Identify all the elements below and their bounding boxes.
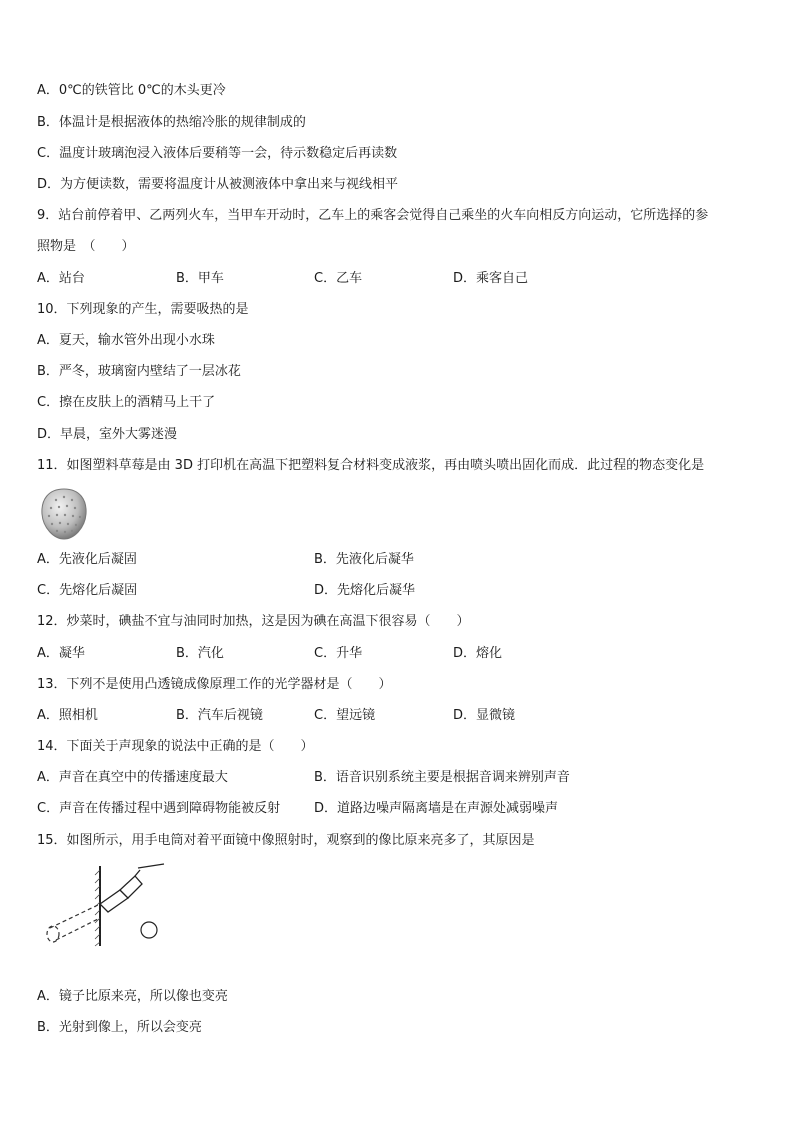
q13-option-d: D．显微镜: [453, 708, 516, 723]
q13-option-b: B．汽车后视镜: [176, 708, 263, 723]
q8-option-d: D．为方便读数，需要将温度计从被测液体中拿出来与视线相平: [37, 177, 399, 192]
q14-option-c: C．声音在传播过程中遇到障碍物能被反射: [37, 801, 281, 816]
q15-option-a: A．镜子比原来亮，所以像也变亮: [37, 989, 228, 1004]
q11-option-a: A．先液化后凝固: [37, 552, 137, 567]
q15-option-b: B．光射到像上，所以会变亮: [37, 1020, 202, 1035]
q8-option-b: B．体温计是根据液体的热缩冷胀的规律制成的: [37, 115, 306, 130]
q9-option-d: D．乘客自己: [453, 271, 529, 286]
object-circle: [141, 922, 157, 938]
q12-option-d: D．熔化: [453, 646, 503, 661]
q8-option-c: C．温度计玻璃泡浸入液体后要稍等一会，待示数稳定后再读数: [37, 146, 398, 161]
q12-option-c: C．升华: [314, 646, 363, 661]
q10-option-d: D．早晨，室外大雾迷漫: [37, 427, 178, 442]
q13-option-a: A．照相机: [37, 708, 98, 723]
q14-option-b: B．语音识别系统主要是根据音调来辨别声音: [314, 770, 570, 785]
q9-stem-line2: 照物是 （ ）: [37, 239, 135, 254]
q10-option-a: A．夏天，输水管外出现小水珠: [37, 333, 215, 348]
q9-option-a: A．站台: [37, 271, 85, 286]
q12-stem: 12．炒菜时，碘盐不宜与油同时加热，这是因为碘在高温下很容易（ ）: [37, 614, 470, 629]
q10-option-c: C．擦在皮肤上的酒精马上干了: [37, 395, 216, 410]
q11-option-d: D．先熔化后凝华: [314, 583, 416, 598]
q9-stem-line1: 9．站台前停着甲、乙两列火车，当甲车开动时，乙车上的乘客会觉得自己乘坐的火车向相反方向运动，它所选择的参: [37, 208, 709, 223]
q9-option-c: C．乙车: [314, 271, 363, 286]
q13-stem: 13．下列不是使用凸透镜成像原理工作的光学器材是（ ）: [37, 677, 392, 692]
flashlight: [100, 864, 164, 912]
flashlight-mirror-figure: [38, 862, 170, 952]
q12-option-a: A．凝华: [37, 646, 85, 661]
q8-option-a: A．0℃的铁管比 0℃的木头更冷: [37, 83, 226, 98]
q13-option-c: C．望远镜: [314, 708, 376, 723]
q11-option-c: C．先熔化后凝固: [37, 583, 138, 598]
q10-stem: 10．下列现象的产生，需要吸热的是: [37, 302, 249, 317]
q14-option-d: D．道路边噪声隔离墙是在声源处减弱噪声: [314, 801, 559, 816]
q14-stem: 14．下面关于声现象的说法中正确的是（ ）: [37, 739, 314, 754]
q10-option-b: B．严冬，玻璃窗内壁结了一层冰花: [37, 364, 241, 379]
flashlight-image-dashed: [47, 904, 100, 942]
q11-option-b: B．先液化后凝华: [314, 552, 414, 567]
q11-stem: 11．如图塑料草莓是由 3D 打印机在高温下把塑料复合材料变成液浆，再由喷头喷出固化而成．此过程的物态变化是: [37, 458, 705, 473]
q12-option-b: B．汽化: [176, 646, 224, 661]
q9-option-b: B．甲车: [176, 271, 224, 286]
q15-stem: 15．如图所示，用手电筒对着平面镜中像照射时，观察到的像比原来亮多了，其原因是: [37, 833, 535, 848]
strawberry-figure: [38, 486, 90, 542]
q14-option-a: A．声音在真空中的传播速度最大: [37, 770, 228, 785]
